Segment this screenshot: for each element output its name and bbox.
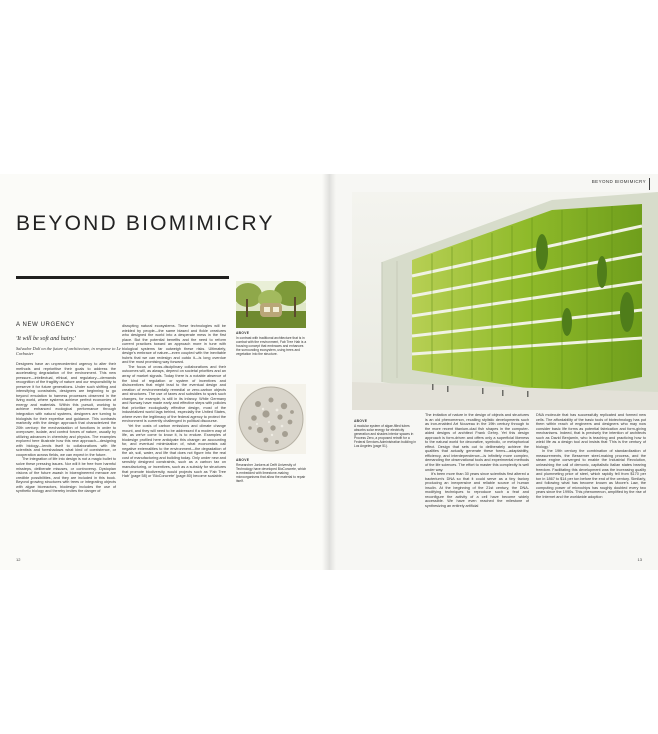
image-caption — [354, 419, 420, 448]
section-subhead: A NEW URGENCY — [16, 322, 75, 328]
paragraph: disrupting natural ecosystems. These technologies will be wielded by people—the same biased and fickle creatures who designed the world into a desperate mess in the first place. But the potential benefits and the need to reform current practices toward an approach more in tune with biological systems far outweigh these risks. Ultimately, design's embrace of nature—even coupled with the inevitable hubris that we can redesign and outdo it—is long overdue and the most promising way forward. — [122, 324, 226, 365]
bioconcrete-disc-illustration — [236, 384, 306, 454]
paragraph: Designers have an unprecedented urgency to alter their methods and reprioritise their goals to address the accelerating degradation of the environment. This new pressure—intellectual, ethical, and regulatory—demands recognition of the fragility of nature and our responsibility to preserve it for future generations. Under such shifting and intensifying constraints, designers are beginning to go beyond emulation to harness processes observed in the living world, where systems achieve perfect economies of energy and materials. Within this pursuit, working to achieve enhanced ecological performance through integration with natural systems, designers are turning to biologists for their expertise and guidance. This contrasts markedly with the design approach that characterized the 20th century: the mechanization of functions in order to overpower, isolate, and control forces of nature, usually by utilizing advances in chemistry and physics. The examples explored here illustrate how this new approach—designing with biology—lends itself to collaborations with life scientists and foreshadows what kind of coexistence, or cooperation across fields, we can expect in the future. — [16, 362, 116, 457]
running-header: BEYOND BIOMIMICRY — [591, 179, 646, 184]
paragraph: DNA molecule that has successfully replicated and formed new cells. The affordability of the basic tools of biotechnology has put them within reach of engineers and designers who may now consider basic life forms as potential fabrication and form-giving mechanisms. Indeed, that is precisely the intention of architects such as David Benjamin, who is teaching and practicing how to wield life as a design tool and insists that 'This is the century of biology.' — [536, 413, 646, 449]
header-rule — [649, 178, 650, 190]
paragraph: In the 19th century the combination of standardization of measurements, the Bessemer steel-making process, and the steam engine converged to enable the Industrial Revolution, unleashing the call of demonic, capitalistic Italian states bearing freedom. Facilitating this development was the increasing quality and plummeting price of steel, which rapidly fell from $170 per ton in 1867 to $14 per ton before the end of the century. Similarly, and following what has become known as Moore's Law, the computing power of microchips has roughly doubled every two years since the 1990s. This phenomenon, amplified by the rise of the Internet and the worldwide adoption — [536, 449, 646, 499]
right-body-column-2 — [536, 413, 646, 558]
paragraph: It's been more than 30 years since scientists first altered a bacterium's DNA so that it could serve as a tiny factory producing an inexpensive and reliable source of human insulin. At the beginning of the 21st century, the DNA-modifying techniques to reproduce such a feat and reconfigure the activity of a cell have become widely accessible. We have even reached the milestone of synthesizing an entirely artificial — [425, 472, 529, 508]
fab-tree-hab-photo — [236, 281, 306, 328]
caption-text: Researcher Jonkers at Delft University of Technology have developed BioConcrete, which is embedded with limestone-making microorganisms that allow the material to repair itself. — [236, 462, 307, 483]
right-body-column-1 — [425, 413, 529, 558]
book-gutter-shadow — [322, 174, 336, 570]
epigraph-attribution: Salvador Dalí on the future of architecture, in response to Le Corbusier — [16, 346, 121, 357]
book-spread — [0, 174, 658, 570]
paragraph: The imitation of nature in the design of objects and structures is an old phenomenon, recalling stylistic developments such as iron-enabled Art Nouveau in the 19th century through to the more recent titanium-clad fish shapes in the computer-aided designs of architect Frank Gehry. Yet this design approach is form-driven and offers only a superficial likeness to the natural world for decorative, symbolic, or metaphorical effect. Design that sets out to deliberately achieve the qualities that actually generate these forms—adaptability, efficiency, and interdependence—is infinitely more complex, demanding the observational tools and experimental methods of the life sciences. The effort to master this complexity is well under way. — [425, 413, 529, 472]
fab-tree-hab-illustration — [236, 281, 306, 328]
caption-label: ABOVE — [236, 331, 250, 335]
caption-top — [236, 331, 308, 356]
caption-bottom — [236, 458, 308, 483]
caption-label: ABOVE — [354, 419, 368, 423]
paragraph: The integration of life into design is not a magic bullet to solve these pressing issues. Nor will it be free from harmful missteps, deliberate misuses, or controversy. Dystopian visions of the future awash in bioengineered menace are credible possibilities, and they are included in this book. Beyond growing structures with trees or integrating objects with algae bioreactors, biodesign includes the use of synthetic biology and thereby invites the danger of — [16, 457, 116, 494]
paragraph: The focus of cross-disciplinary collaborations and their outcomes will, as always, depend on societal priorities and an array of market signals. Today there is a notable absence of the kind of regulation or system of incentives and disincentives that might lead to the eventual design and creation of environmentally remedial or zero-carbon objects and structures. The use of taxes and subsidies to spark such changes, for example, is still in its infancy. While Germany and Norway have made early and effective steps with policies that prioritize ecologically effective design, most of the industrialized world lags behind, especially the United States, where even the legitimacy of the federal agency to protect the environment is currently challenged in political discourse. — [122, 364, 226, 424]
page-number-right: 13 — [637, 557, 642, 562]
right-page — [329, 174, 658, 570]
chapter-title: BEYOND BIOMIMICRY — [16, 212, 275, 235]
caption-label: ABOVE — [236, 458, 250, 462]
title-rule — [16, 276, 229, 279]
algae-facade-building-illustration — [352, 192, 658, 410]
caption-text: In contrast with traditional architecture that is in combat with the environment, Fab Tree Hab is a housing concept that embraces and enhances the surrounding ecosystem, using trees and vegetation into the structure. — [236, 335, 307, 356]
left-page — [0, 174, 329, 570]
page-number-left: 12 — [16, 557, 21, 562]
paragraph: Yet the costs of carbon emissions and climate change mount, and they will need to be addressed if a modern way of life, as we've come to know it, is to endure. Examples of biodesign profiled here anticipate this change: an accounting for, and eventual minimization of, what economists call negative externalities to the environment—the degradation of the air, soil, water, and life that does not figure into the real cost of manufacturing and building today. Only under new and sensibly designed constraints, such as a carbon tax on manufacturing, or incentives, such as a subsidy for structures that promote biodiversity, would projects such as 'Fab Tree Hab' (page 58) or 'BioConcrete' (page 80) become scalable. — [122, 424, 226, 479]
bioconcrete-photo — [236, 384, 306, 454]
caption-text: A modular system of algae-filled tubes absorbs solar energy for electricity generation and shades interior spaces in Process Zero, a proposed retrofit for a Federal Services Administration building in Los Angeles (page 51). — [354, 423, 417, 448]
left-body-column-2 — [122, 324, 226, 552]
epigraph-quote: 'It will be soft and hairy.' — [16, 336, 76, 342]
left-body-column-1 — [16, 362, 116, 552]
process-zero-building-photo — [352, 192, 658, 410]
